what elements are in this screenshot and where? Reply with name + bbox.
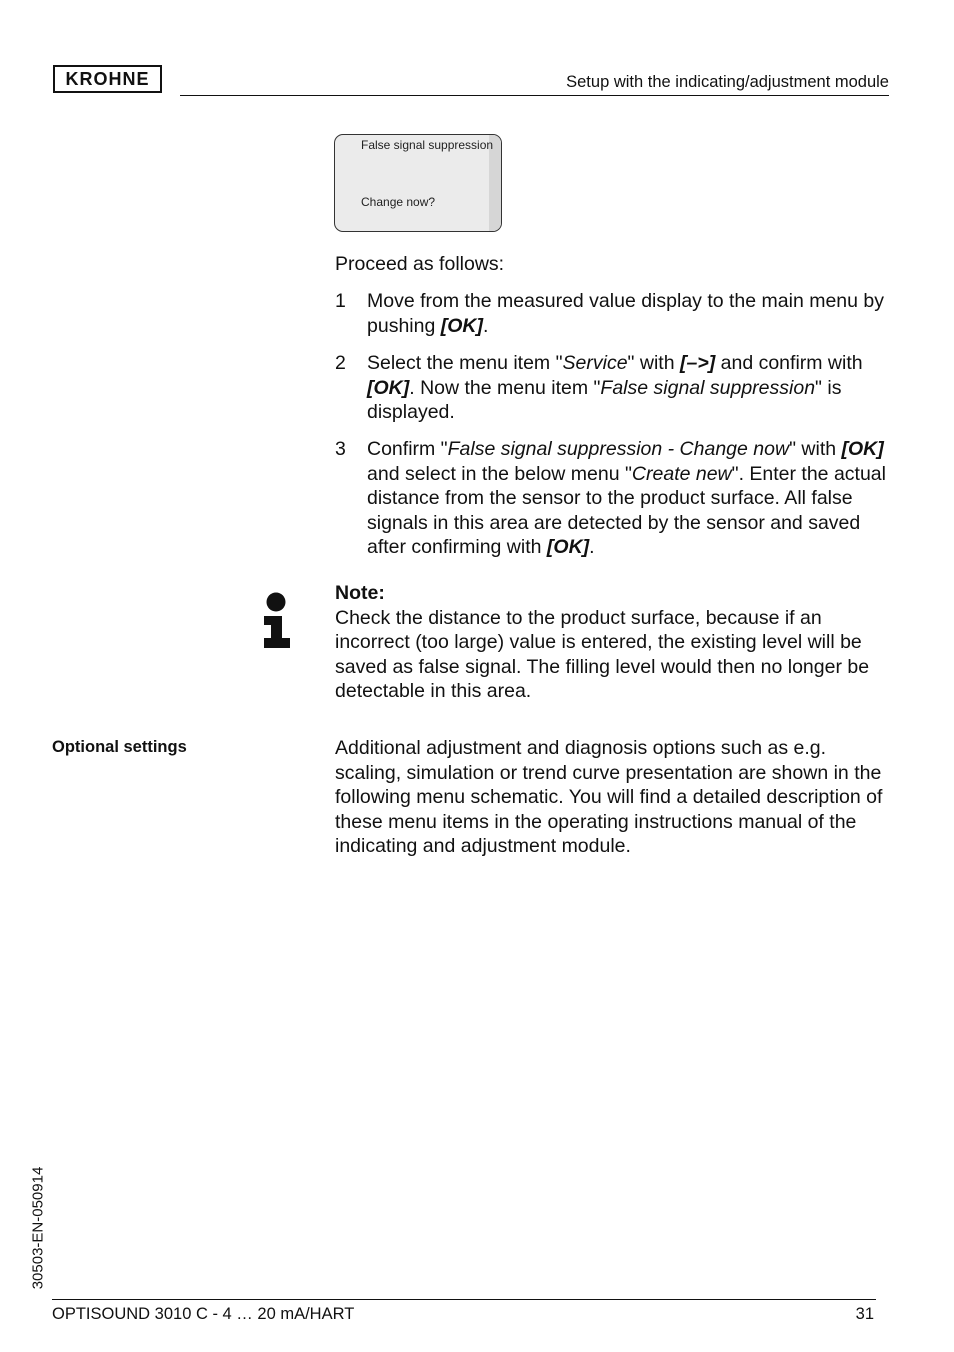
side-heading-optional-settings: Optional settings bbox=[52, 738, 187, 756]
step-text-run: and select in the below menu " bbox=[367, 462, 632, 485]
info-icon bbox=[263, 592, 291, 648]
krohne-logo-text: KROHNE bbox=[65, 69, 150, 89]
header-rule bbox=[180, 95, 889, 96]
step-text bbox=[367, 437, 890, 560]
krohne-logo-wordmark bbox=[57, 69, 158, 89]
step-text-run: [–>] bbox=[679, 352, 716, 374]
display-line-1: False signal suppression bbox=[361, 138, 494, 152]
display-line-2: Change now? bbox=[361, 195, 436, 209]
step-text-run: [OK] bbox=[440, 314, 483, 337]
display-screen bbox=[334, 134, 502, 232]
step-text bbox=[367, 351, 890, 425]
page-number: 31 bbox=[855, 1305, 874, 1323]
step-text-run: Create new bbox=[631, 462, 732, 485]
document-id: 30503-EN-050914 bbox=[29, 1166, 47, 1290]
step-text-run: and confirm with bbox=[715, 352, 863, 374]
footer-rule bbox=[52, 1299, 876, 1300]
step-3 bbox=[335, 437, 890, 560]
step-1 bbox=[335, 289, 890, 338]
step-text-run: Move from the measured value display to the main menu by pushing bbox=[367, 290, 885, 337]
step-text-run: Confirm " bbox=[367, 438, 448, 460]
step-text-run: ". Enter the actual distance from the sensor to the product surface. All false signals in this area are detected by the sensor and saved after confirming with bbox=[367, 462, 886, 558]
step-text-run: False signal suppression bbox=[600, 376, 816, 399]
step-text-run: Select the menu item " bbox=[367, 352, 563, 374]
step-text-run: False signal suppression - Change now bbox=[447, 438, 790, 460]
note-text: Check the distance to the product surface, because if an incorrect (too large) value is entered, the existing level will be saved as false signal. The filling level would then no longer be detectable in this area. bbox=[335, 606, 870, 702]
step-number: 3 bbox=[335, 438, 346, 460]
step-text-run: . Now the menu item " bbox=[409, 376, 601, 399]
optional-settings-text: Additional adjustment and diagnosis options such as e.g. scaling, simulation or trend curve presentation are shown in the following menu schematic. You will find a detailed description of these menu items in the operating instructions manual of the indicating and adjustment module. bbox=[335, 737, 883, 857]
note-block bbox=[335, 581, 891, 704]
step-number: 2 bbox=[335, 352, 346, 374]
step-text-run: " is displayed. bbox=[367, 376, 842, 423]
step-number: 1 bbox=[335, 290, 346, 312]
step-text-run: " with bbox=[627, 352, 680, 374]
header-section-title: Setup with the indicating/adjustment module bbox=[566, 73, 889, 91]
footer-product: OPTISOUND 3010 C - 4 … 20 mA/HART bbox=[52, 1305, 355, 1323]
step-text-run: [OK] bbox=[367, 376, 410, 399]
step-2 bbox=[335, 351, 890, 425]
note-title: Note: bbox=[335, 582, 385, 604]
intro-text: Proceed as follows: bbox=[335, 253, 505, 275]
step-text-run: [OK] bbox=[546, 536, 590, 558]
krohne-logo bbox=[53, 65, 162, 93]
step-text bbox=[367, 289, 890, 338]
step-text-run: [OK] bbox=[841, 438, 884, 460]
step-text-run: " with bbox=[789, 438, 842, 460]
step-text-run: . bbox=[482, 314, 489, 337]
step-text-run: Service bbox=[562, 352, 628, 374]
step-text-run: . bbox=[589, 536, 595, 558]
